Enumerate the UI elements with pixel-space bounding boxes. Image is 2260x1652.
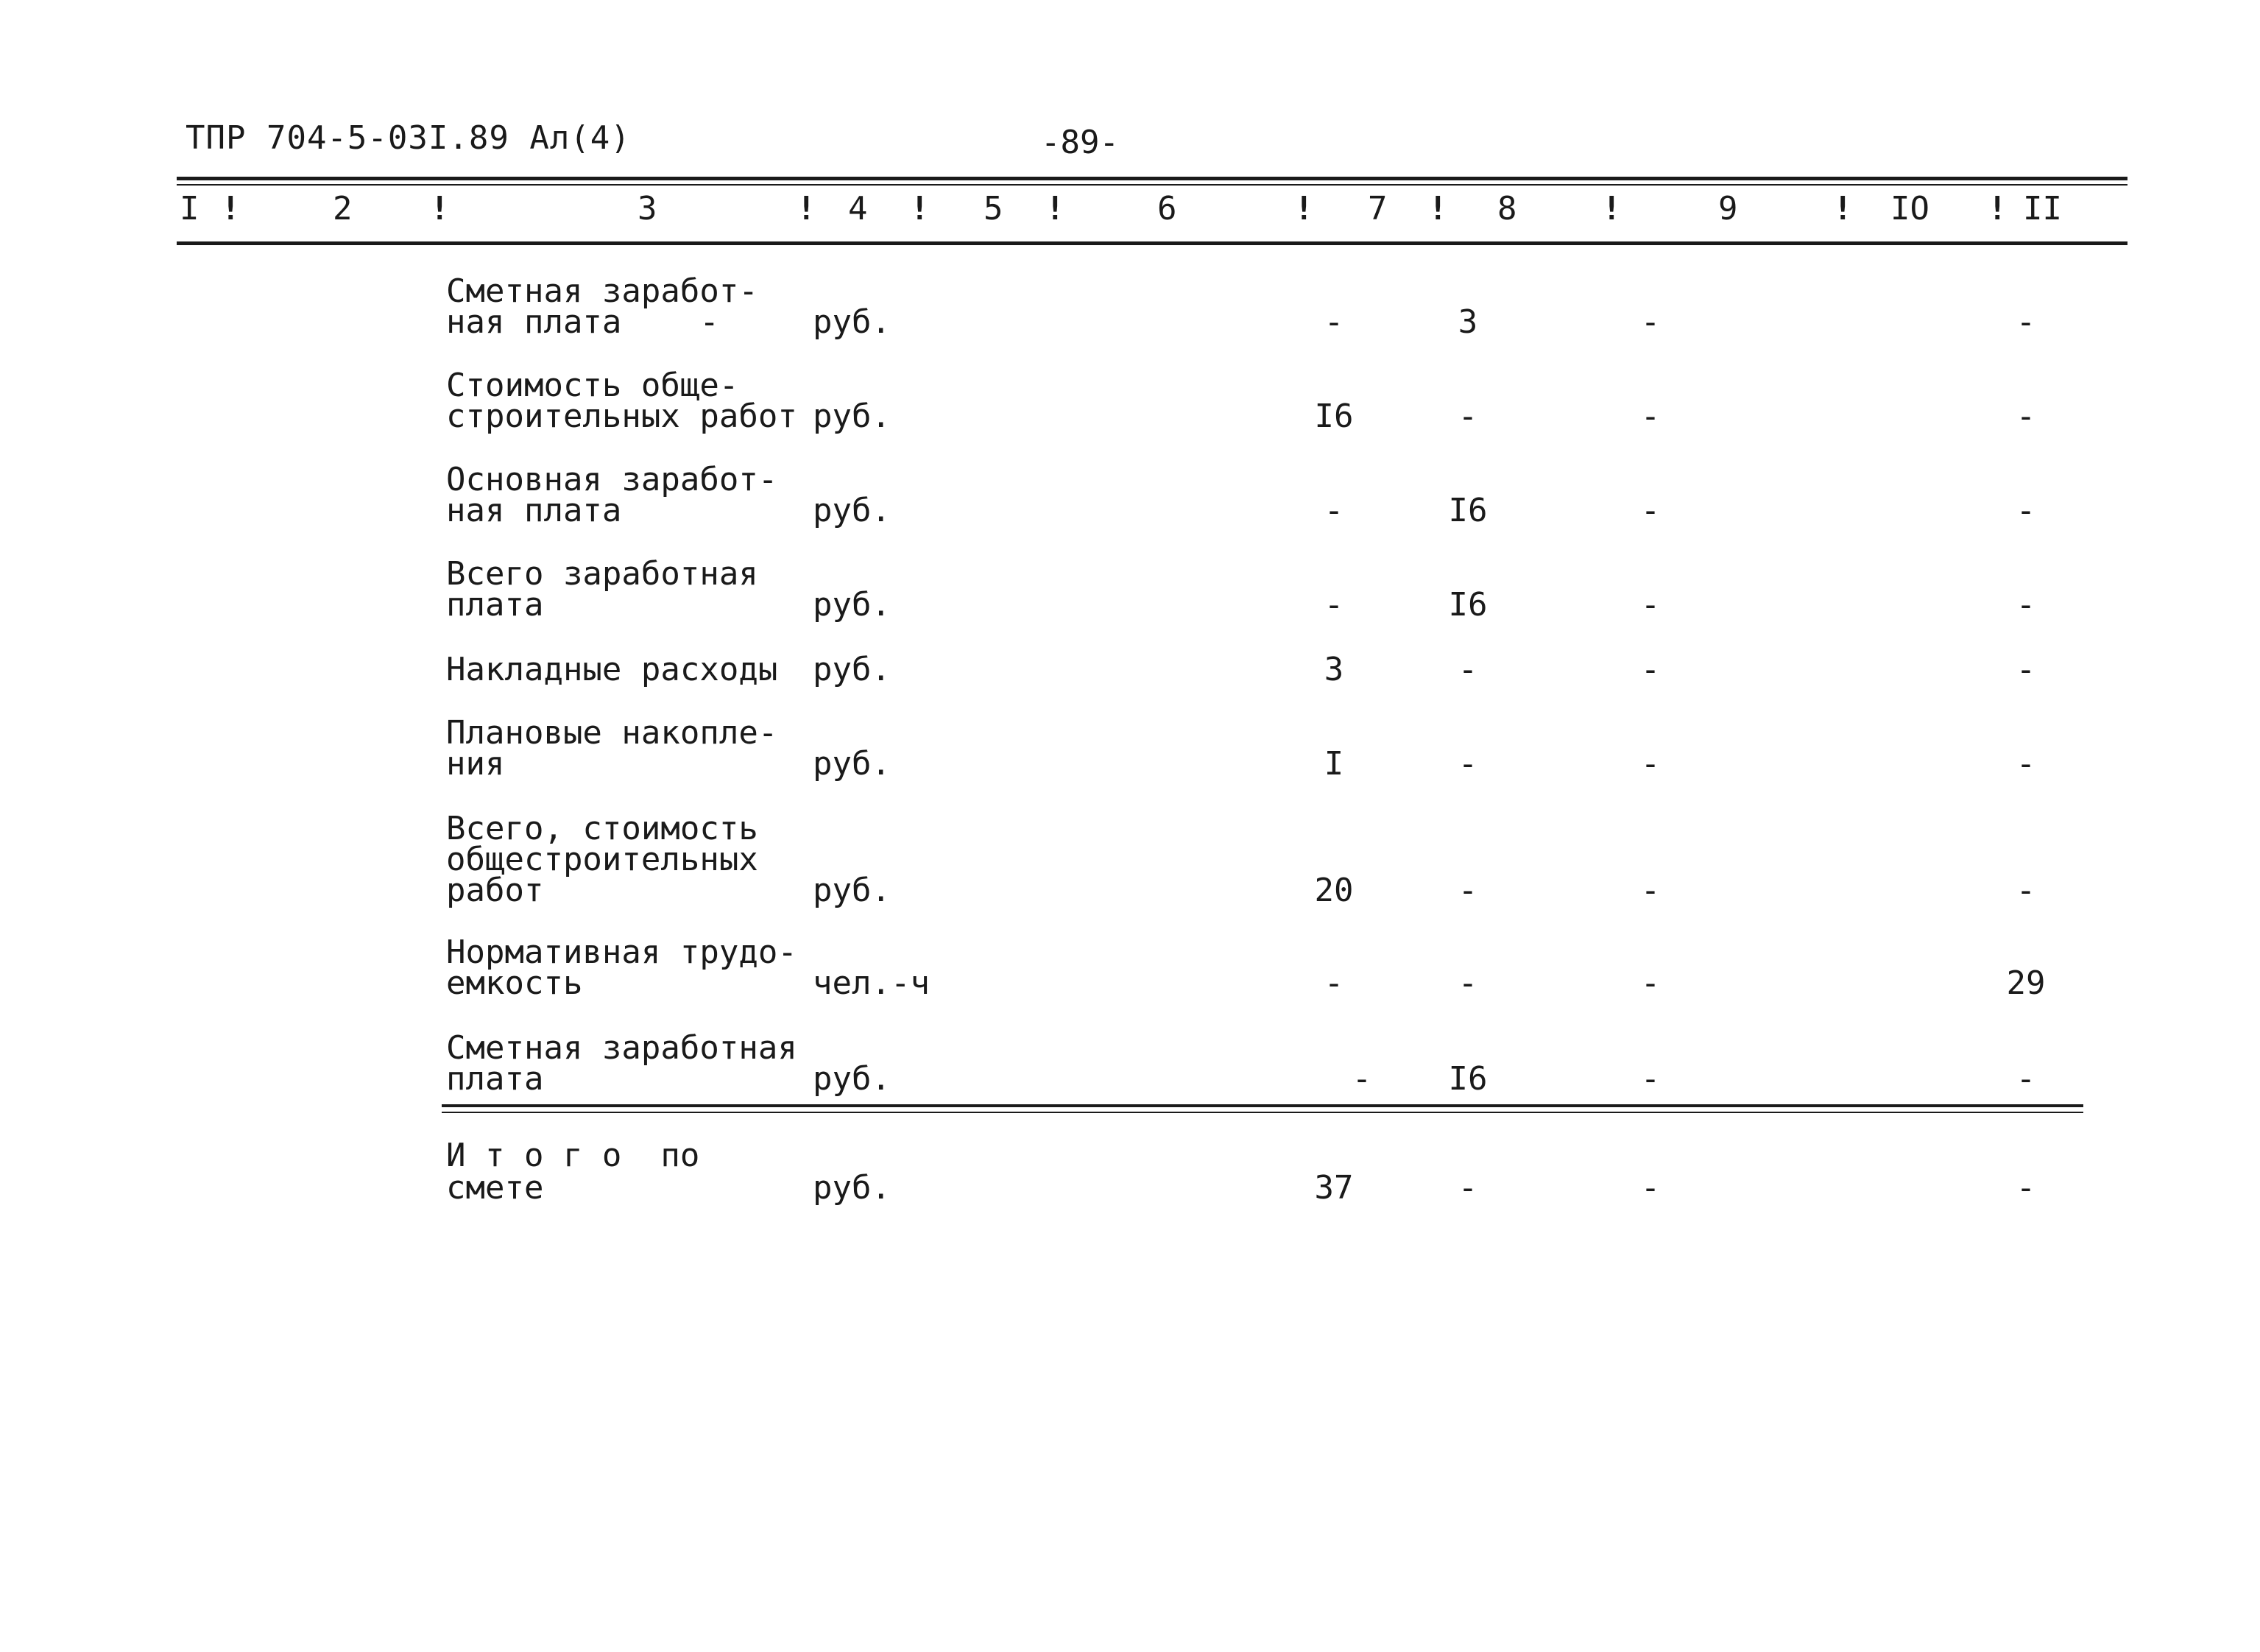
row-value-col7: - [1324, 303, 1344, 341]
row-value-col9: - [1640, 303, 1661, 341]
row-value-col8: - [1458, 651, 1478, 688]
row-value-col9: - [1640, 964, 1661, 1002]
row-value-col8: - [1458, 872, 1478, 909]
table-top-rule [177, 177, 2127, 180]
row-label-line: Стоимость обще- [446, 367, 739, 404]
row-value-col11: - [2016, 492, 2036, 529]
row-label-line: Плановые накопле- [446, 714, 778, 752]
column-header-11: II [2023, 190, 2062, 227]
row-unit: руб. [813, 398, 891, 435]
totals-rule-thin [442, 1112, 2083, 1113]
row-value-col11: - [2016, 1060, 2036, 1098]
row-label-line: Сметная заработ- [446, 272, 758, 310]
column-header-7: 7 [1368, 190, 1388, 227]
table-top-rule-thin [177, 184, 2127, 186]
column-separator: ! [1602, 190, 1622, 227]
row-value-col7: - [1352, 1060, 1372, 1098]
row-value-col7: I [1324, 745, 1344, 783]
document-code: ТПР 704-5-03I.89 Ал(4) [186, 119, 631, 157]
column-header-1: I [180, 190, 199, 227]
row-value-col11: - [2016, 303, 2036, 341]
row-value-col7: - [1324, 492, 1344, 529]
row-label-line: Накладные расходы [446, 651, 778, 688]
row-value-col9: - [1640, 872, 1661, 909]
row-value-col9: - [1640, 398, 1661, 435]
row-label-line: строительных работ [446, 398, 797, 435]
row-label-line: емкость [446, 964, 583, 1002]
column-separator: ! [910, 190, 930, 227]
total-value-col7: 37 [1314, 1169, 1354, 1207]
row-value-col7: I6 [1314, 398, 1354, 435]
row-label-line: плата [446, 586, 544, 624]
total-unit: руб. [813, 1169, 891, 1207]
row-label-line: работ [446, 872, 544, 909]
column-header-8: 8 [1497, 190, 1517, 227]
totals-rule [442, 1104, 2083, 1107]
row-value-col9: - [1640, 586, 1661, 624]
row-label-line: Всего заработная [446, 555, 758, 593]
row-value-col9: - [1640, 1060, 1661, 1098]
column-separator: ! [1833, 190, 1853, 227]
row-label-line: ная плата - [446, 303, 719, 341]
row-value-col9: - [1640, 745, 1661, 783]
row-value-col11: - [2016, 398, 2036, 435]
row-unit: руб. [813, 492, 891, 529]
header-bottom-rule [177, 241, 2127, 245]
row-value-col9: - [1640, 651, 1661, 688]
column-header-3: 3 [638, 190, 657, 227]
total-value-col11: - [2016, 1169, 2036, 1207]
column-header-4: 4 [848, 190, 868, 227]
column-header-10: IO [1890, 190, 1929, 227]
row-value-col9: - [1640, 492, 1661, 529]
row-value-col8: I6 [1448, 1060, 1488, 1098]
row-label-line: Нормативная трудо- [446, 933, 797, 971]
row-value-col11: 29 [2006, 964, 2046, 1002]
row-value-col7: 20 [1314, 872, 1354, 909]
column-header-2: 2 [333, 190, 353, 227]
row-label-line: Всего, стоимость [446, 810, 758, 847]
row-value-col7: - [1324, 964, 1344, 1002]
total-label-line: смете [446, 1169, 544, 1207]
row-label-line: Основная заработ- [446, 461, 778, 498]
row-value-col8: - [1458, 398, 1478, 435]
column-separator: ! [430, 190, 450, 227]
column-header-6: 6 [1157, 190, 1177, 227]
row-value-col11: - [2016, 651, 2036, 688]
row-label-line: ния [446, 745, 505, 783]
row-value-col11: - [2016, 745, 2036, 783]
row-value-col8: - [1458, 964, 1478, 1002]
row-unit: чел.-ч [813, 964, 930, 1002]
column-header-5: 5 [984, 190, 1003, 227]
row-unit: руб. [813, 303, 891, 341]
row-value-col7: - [1324, 586, 1344, 624]
total-value-col9: - [1640, 1169, 1661, 1207]
total-value-col8: - [1458, 1169, 1478, 1207]
row-value-col8: I6 [1448, 492, 1488, 529]
row-value-col7: 3 [1324, 651, 1344, 688]
column-separator: ! [1294, 190, 1314, 227]
row-value-col8: I6 [1448, 586, 1488, 624]
row-value-col8: 3 [1458, 303, 1478, 341]
row-unit: руб. [813, 586, 891, 624]
column-separator: ! [797, 190, 816, 227]
total-label-line: И т о г о по [446, 1137, 700, 1174]
row-label-line: ная плата [446, 492, 622, 529]
column-separator: ! [221, 190, 241, 227]
column-separator: ! [1045, 190, 1065, 227]
row-label-line: Сметная заработная [446, 1029, 797, 1067]
column-separator: ! [1988, 190, 2007, 227]
row-value-col11: - [2016, 586, 2036, 624]
row-unit: руб. [813, 872, 891, 909]
column-header-9: 9 [1718, 190, 1738, 227]
row-label-line: общестроительных [446, 841, 758, 878]
row-unit: руб. [813, 745, 891, 783]
row-value-col8: - [1458, 745, 1478, 783]
page-number: -89- [1041, 124, 1119, 161]
column-separator: ! [1428, 190, 1448, 227]
row-value-col11: - [2016, 872, 2036, 909]
row-label-line: плата [446, 1060, 544, 1098]
row-unit: руб. [813, 1060, 891, 1098]
row-unit: руб. [813, 651, 891, 688]
